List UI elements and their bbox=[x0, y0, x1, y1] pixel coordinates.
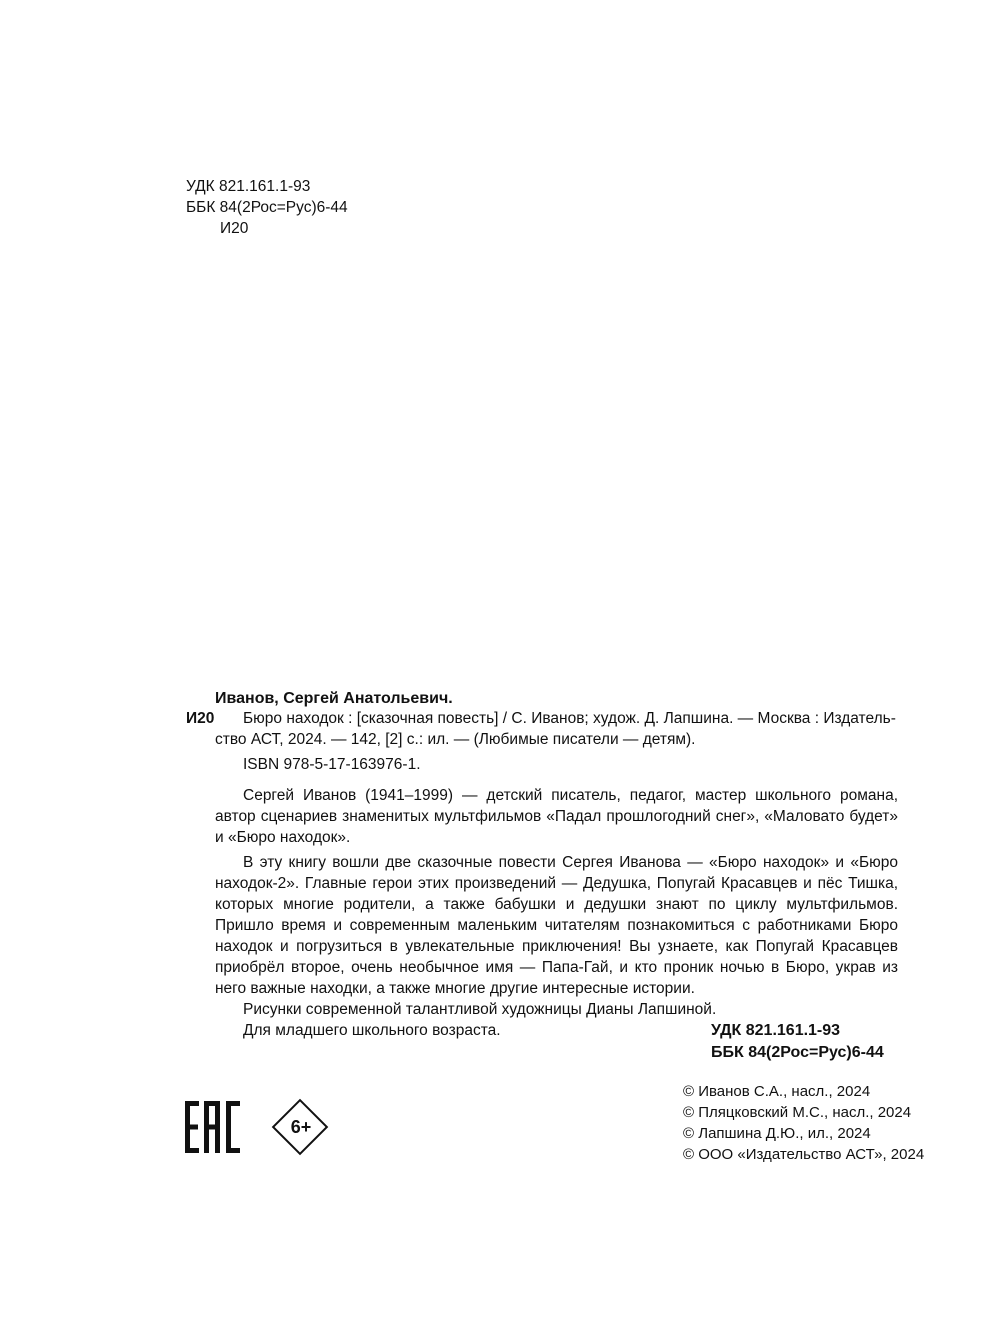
eac-mark-icon bbox=[185, 1099, 241, 1155]
top-classification-codes bbox=[186, 176, 348, 239]
title-line-1: Бюро находок : [сказочная повесть] / С. Иванов; худож. Д. Лапшина. — Москва : Издатель- bbox=[243, 710, 896, 727]
illustrations-note: Рисунки современной талантливой художницы Дианы Лапшиной. bbox=[243, 1001, 717, 1018]
bottom-bbk-code: ББК 84(2Рос=Рус)6-44 bbox=[711, 1044, 884, 1061]
top-bbk-code: ББК 84(2Рос=Рус)6-44 bbox=[186, 199, 348, 216]
top-author-mark: И20 bbox=[220, 220, 249, 237]
audience-note: Для младшего школьного возраста. bbox=[243, 1022, 501, 1039]
bottom-classification-codes bbox=[711, 1020, 884, 1064]
age-rating-label: 6+ bbox=[290, 1117, 312, 1137]
copyright-line: © ООО «Издательство АСТ», 2024 bbox=[683, 1146, 925, 1163]
isbn: ISBN 978-5-17-163976-1. bbox=[243, 756, 421, 773]
top-udk-code: УДК 821.161.1-93 bbox=[186, 178, 311, 195]
copyright-block bbox=[683, 1081, 924, 1165]
book-annotation: В эту книгу вошли две сказочные повести Сергея Иванова — «Бюро находок» и «Бюро находок-2». Главные герои этих произведений — Дедушка, Попугай Красавцев и пёс Тишка, которых многие родители, а также бабушки и дедушки знают по циклу мультфильмов. Пришло время и современным маленьким читателям познакомиться с работниками Бюро находок и погрузиться в увлекательные приключения! Вы узнаете, как Попугай Красавцев приобрёл второе, очень необычное имя — Папа-Гай, и кто проник ночью в Бюро, украв из него важные находки, а также многие другие интересные истории. bbox=[215, 854, 898, 997]
author-bio: Сергей Иванов (1941–1999) — детский писатель, педагог, мастер школьного романа, автор сценариев знаменитых мультфильмов «Падал прошлогодний снег», «Маловато будет» и «Бюро находок». bbox=[215, 787, 898, 846]
bibliographic-record bbox=[215, 708, 898, 1041]
copyright-line: © Пляцковский М.С., насл., 2024 bbox=[683, 1104, 912, 1121]
copyright-line: © Лапшина Д.Ю., ил., 2024 bbox=[683, 1125, 871, 1142]
copyright-line: © Иванов С.А., насл., 2024 bbox=[683, 1083, 871, 1100]
author-mark-code: И20 bbox=[186, 710, 215, 727]
title-line-2: ство АСТ, 2024. — 142, [2] с.: ил. — (Любимые писатели — детям). bbox=[215, 731, 696, 748]
author-heading: Иванов, Сергей Анатольевич. bbox=[215, 690, 453, 707]
bottom-udk-code: УДК 821.161.1-93 bbox=[711, 1022, 841, 1039]
